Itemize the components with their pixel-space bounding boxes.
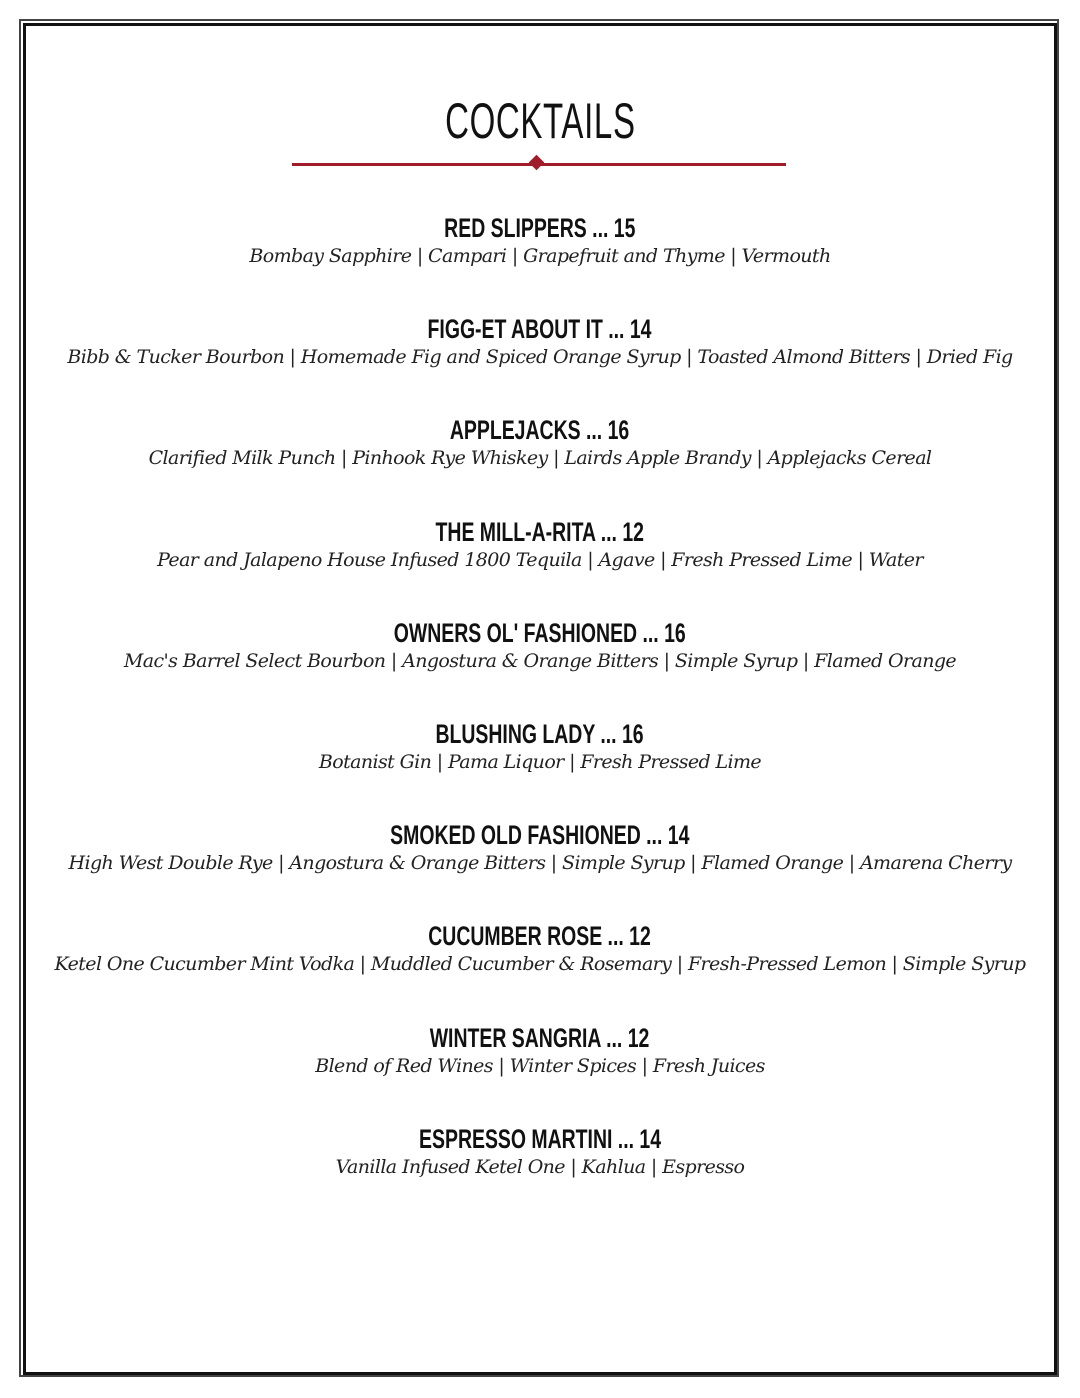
menu-title-text: COCKTAILS: [444, 93, 636, 149]
menu-item: [0, 921, 1080, 975]
menu-item: [0, 719, 1080, 773]
menu-title: [0, 92, 1080, 150]
item-ingredients: High West Double Rye | Angostura & Orange Bitters | Simple Syrup | Flamed Orange | Amarena Cherry: [68, 852, 1012, 875]
menu-item: [0, 820, 1080, 874]
item-name: [0, 618, 1080, 650]
item-name: [0, 820, 1080, 852]
item-name: [0, 517, 1080, 549]
menu-item: [0, 213, 1080, 267]
item-ingredients: Botanist Gin | Pama Liquor | Fresh Pressed Lime: [318, 751, 762, 773]
item-ingredients: Vanilla Infused Ketel One | Kahlua | Espresso: [335, 1155, 745, 1178]
item-name-text: RED SLIPPERS ... 15: [444, 213, 636, 243]
item-ingredients: Bibb & Tucker Bourbon | Homemade Fig and Spiced Orange Syrup | Toasted Almond Bitters | Dried Fig: [67, 346, 1013, 369]
item-name-text: CUCUMBER ROSE ... 12: [428, 921, 652, 952]
menu-item: [0, 1023, 1080, 1077]
menu-item: [0, 415, 1080, 469]
menu-item: [0, 1124, 1080, 1178]
item-name: [0, 1124, 1080, 1156]
item-name-text: BLUSHING LADY ... 16: [435, 719, 645, 749]
item-name-text: FIGG-ET ABOUT IT ... 14: [428, 314, 652, 345]
item-ingredients: Pear and Jalapeno House Infused 1800 Tequila | Agave | Fresh Pressed Lime | Water: [157, 548, 923, 571]
menu-item: [0, 517, 1080, 571]
item-ingredients: Clarified Milk Punch | Pinhook Rye Whiskey | Lairds Apple Brandy | Applejacks Cereal: [148, 447, 932, 470]
item-name: [0, 921, 1080, 953]
item-ingredients: Bombay Sapphire | Campari | Grapefruit and Thyme | Vermouth: [249, 245, 831, 267]
item-ingredients: Ketel One Cucumber Mint Vodka | Muddled Cucumber & Rosemary | Fresh-Pressed Lemon | Simple Syrup: [54, 953, 1026, 976]
item-name-text: ESPRESSO MARTINI ... 14: [419, 1123, 661, 1154]
item-ingredients: Blend of Red Wines | Winter Spices | Fresh Juices: [315, 1054, 765, 1077]
item-name: [0, 314, 1080, 346]
item-name: [0, 719, 1080, 751]
item-name: [0, 415, 1080, 447]
item-name-text: WINTER SANGRIA ... 12: [430, 1022, 650, 1053]
item-ingredients: Mac's Barrel Select Bourbon | Angostura & Orange Bitters | Simple Syrup | Flamed Orange: [123, 649, 957, 672]
item-name: [0, 213, 1080, 245]
item-name-text: SMOKED OLD FASHIONED ... 14: [390, 820, 690, 851]
menu-item: [0, 618, 1080, 672]
item-name: [0, 1023, 1080, 1055]
menu-item: [0, 314, 1080, 368]
item-name-text: OWNERS OL' FASHIONED ... 16: [394, 617, 686, 648]
item-name-text: THE MILL-A-RITA ... 12: [435, 516, 645, 547]
item-name-text: APPLEJACKS ... 16: [450, 415, 630, 446]
